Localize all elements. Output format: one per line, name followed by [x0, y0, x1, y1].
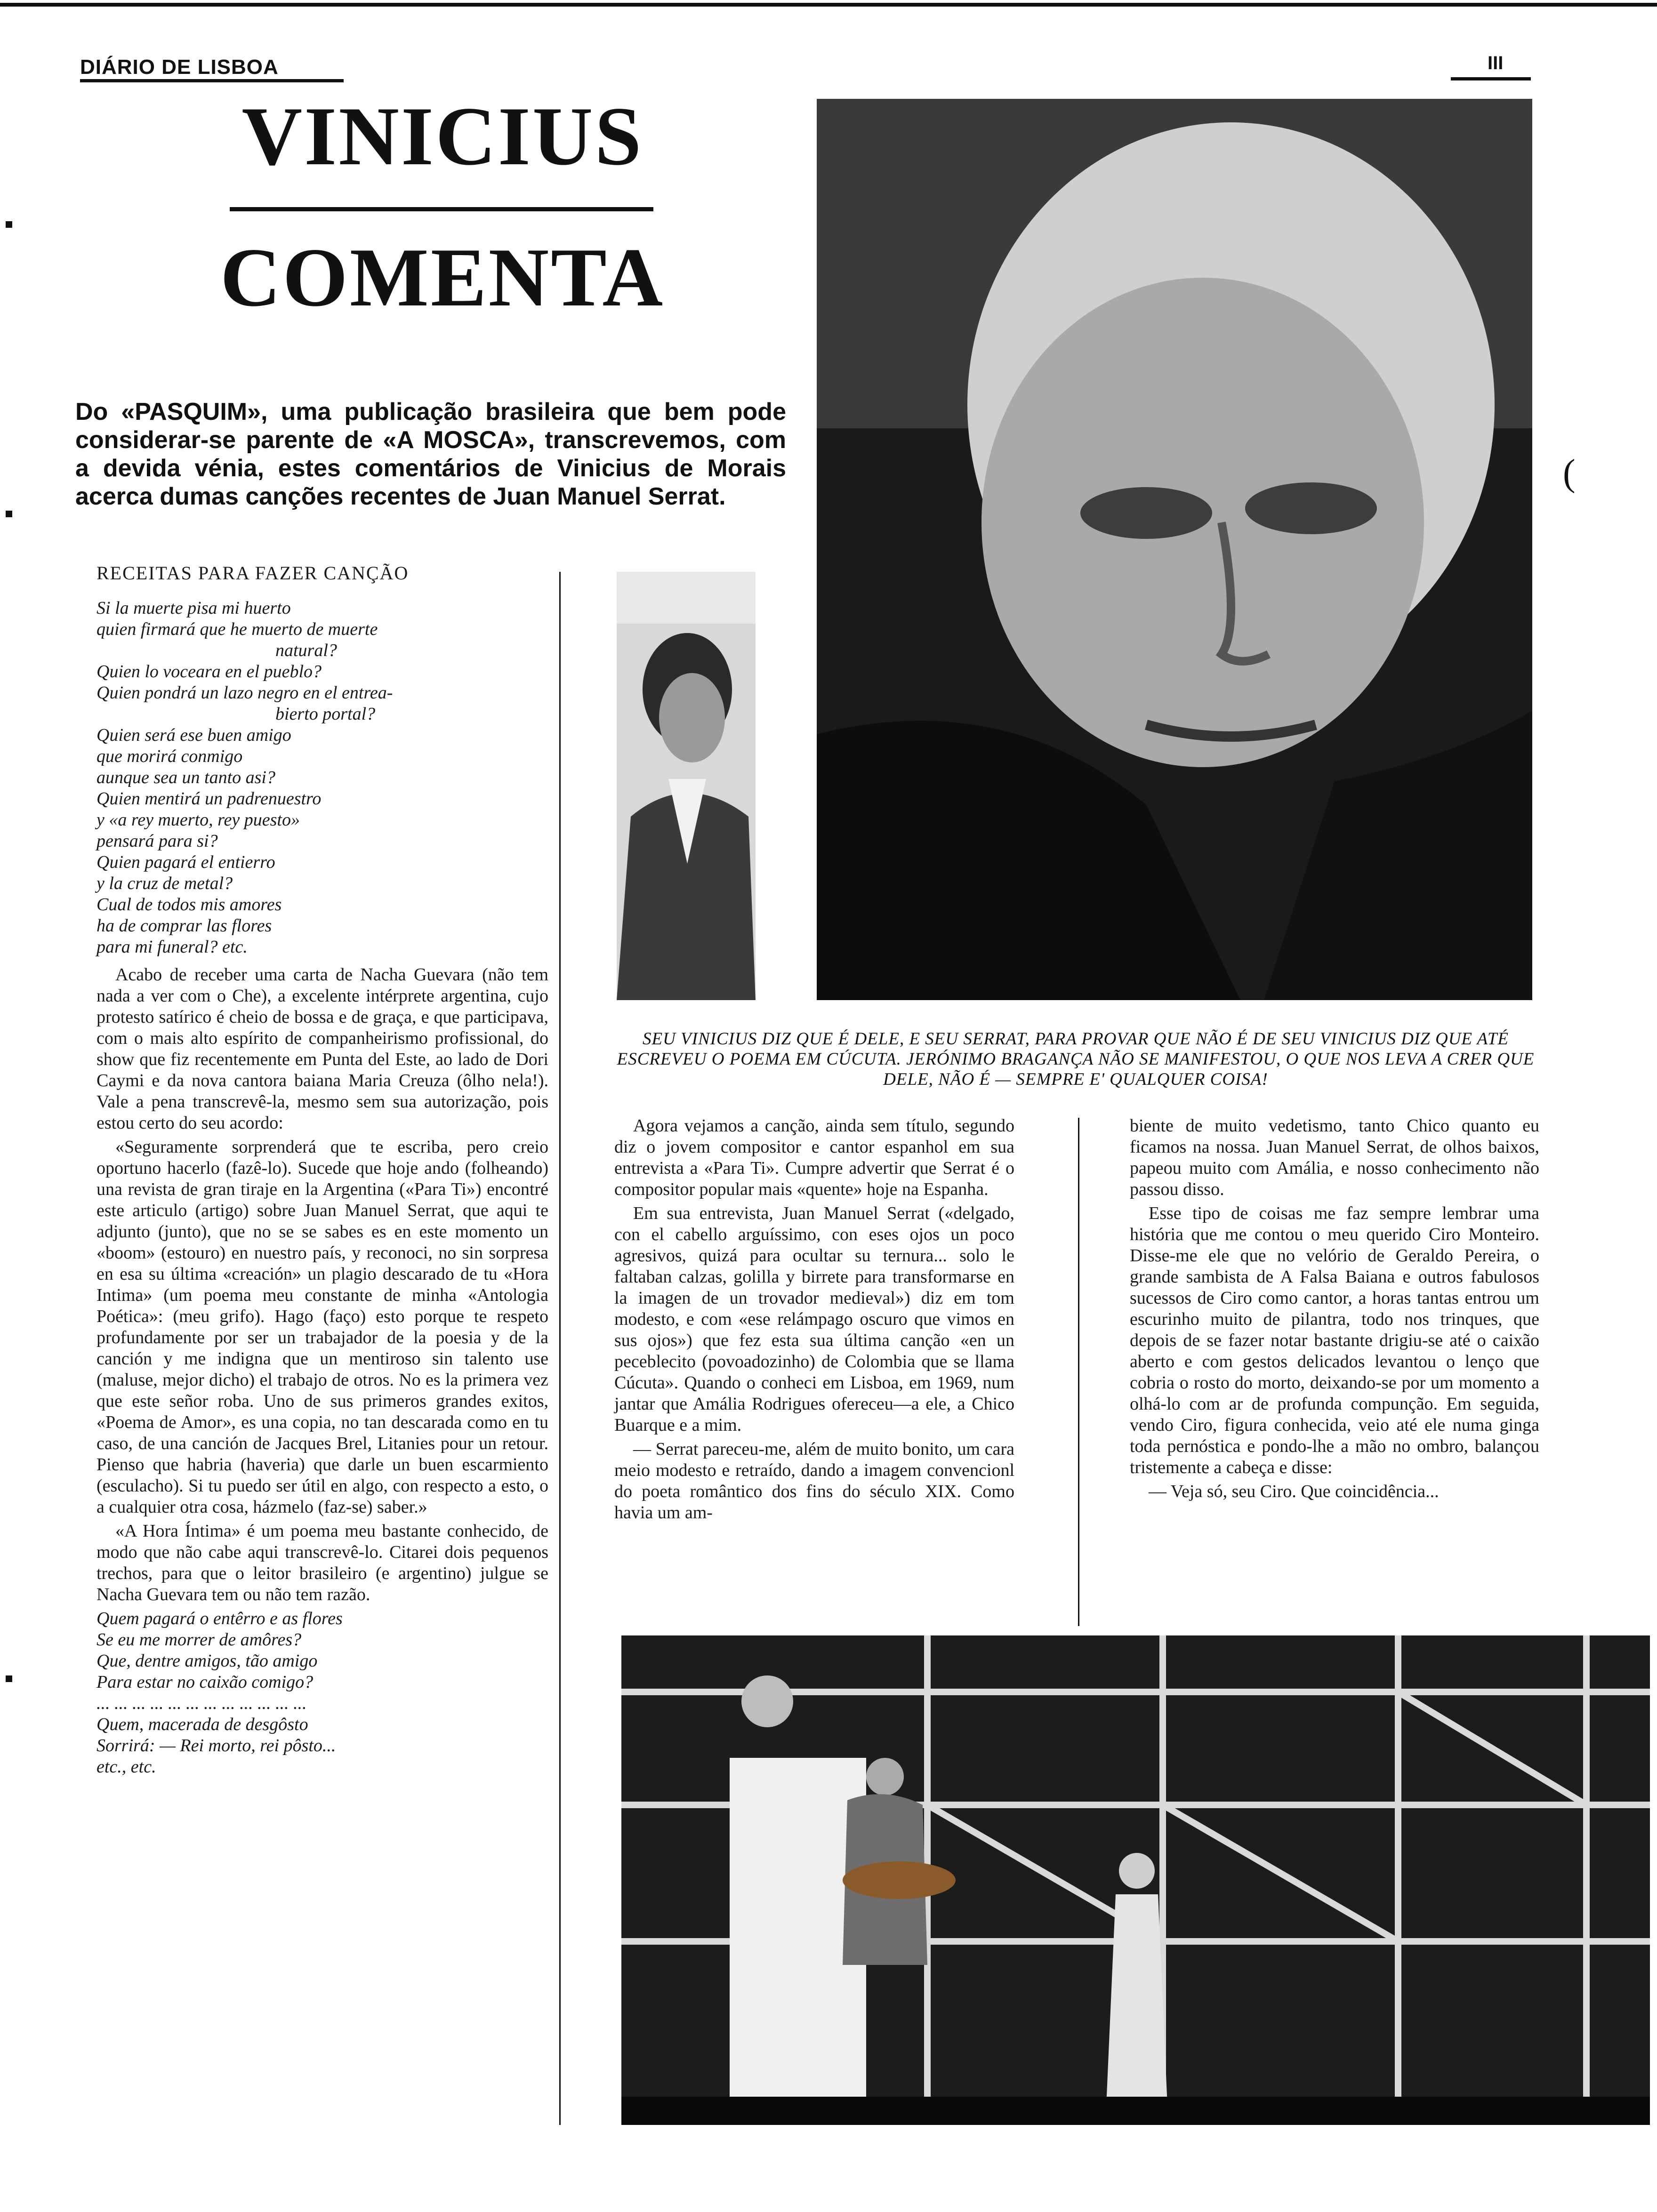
poem-line: natural? — [97, 641, 337, 660]
poem-line: para mi funeral? etc. — [97, 937, 248, 957]
headline-rule — [230, 207, 653, 211]
poem-line: Quem pagará o entêrro e as flores — [97, 1609, 343, 1628]
poem-line: Para estar no caixão comigo? — [97, 1672, 314, 1692]
paragraph-quoted-letter: «Seguramente sorprenderá que te escriba, pero creio oportuno hacerlo (fazê-lo). Sucede que hoje ando (folheando) una revista de gran tiraje en la Argentina («Para Ti») encontré este articulo (artigo) sobre Juan Manuel Serrat, que aqui te adjunto (junto), que no se se sabes es en este momento un «boom» (estouro) en nuestro país, y reconoci, no sin sorpresa en esa su última «creación» un plagio descarado de tu «Hora Intima» (um poema meu constante de minha «Antologia Poética»: (meu grifo). Hago (faço) esto porque te respeto profundamente por ser un trabajador de la poesia y de la canción y me indigna que un mentiroso sin talento use (maluse, mejor dicho) el trabajo de otros. No es la primera vez que este señor roba. Uno de sus primeros grandes exitos, «Poema de Amor», es una copia, no tan descarada como en tu caso, de una canción de Jacques Brel, Litanies pour un retour. Pienso que habria (haveria) que darle un buen escarmiento (esculacho). Si tu puedo ser útil en algo, con respecto a esto, o a cualquier otra cosa, házmelo (faz-se) saber.» — [97, 1137, 548, 1517]
section-heading: RECEITAS PARA FAZER CANÇÃO — [97, 562, 409, 584]
paragraph: biente de muito vedetismo, tanto Chico quanto eu ficamos na nossa. Juan Manuel Serrat, de olhos baixos, papeou muito com Amália, e nosso conhecimento não passou disso. — [1130, 1116, 1539, 1199]
article-column-2 — [614, 1115, 1014, 1526]
paragraph: Em sua entrevista, Juan Manuel Serrat («delgado, con el cabello arguíssimo, con eses ojos un poco agresivos, quizá para ocultar su ternura... solo le faltaban calzas, golilla y birrete para transformarse en la imagen de un trovador medieval») diz em tom modesto, e com «ese relámpago oscuro que vimos en sus ojos») que fez esta sua última canção «en un peceblecito (povoadozinho) de Colombia que se llama Cúcuta». Quando o conheci em Lisboa, em 1969, num jantar que Amália Rodrigues ofereceu—a ele, a Chico Buarque e a mim. — [614, 1203, 1014, 1435]
poem-line: ... ... ... ... ... ... ... ... ... ... ... ... — [97, 1693, 307, 1713]
paragraph: Agora vejamos a canção, ainda sem título, segundo diz o jovem compositor e cantor espanhol em sua entrevista a «Para Ti». Cumpre advertir que Serrat é o compositor popular mais «quente» hoje na Espanha. — [614, 1116, 1014, 1199]
poem-1 — [97, 598, 548, 958]
poem-line: Si la muerte pisa mi huerto — [97, 598, 291, 618]
stage-performance-photo — [621, 1635, 1650, 2125]
paragraph: «A Hora Íntima» é um poema meu bastante conhecido, de modo que não cabe aqui transcrevê-lo. Citarei dois pequenos trechos, para que o leitor brasileiro (e argentino) julgue se Nacha Guevara tem ou não tem razão. — [97, 1521, 548, 1604]
poem-line: Cual de todos mis amores — [97, 895, 282, 914]
poem-line: bierto portal? — [97, 704, 376, 724]
poem-line: aunque sea un tanto asi? — [97, 768, 275, 787]
column-divider — [559, 572, 561, 2125]
intro-paragraph: Do «PASQUIM», uma publicação brasileira que bem pode considerar-se parente de «A MOSCA», transcrevemos, com a devida vénia, estes comentários de Vinicius de Morais acerca dumas canções recentes de Juan Manuel Serrat. — [75, 398, 786, 510]
page-number: III — [1488, 53, 1504, 73]
poem-line: Que, dentre amigos, tão amigo — [97, 1651, 318, 1671]
poem-line: quien firmará que he muerto de muerte — [97, 619, 378, 639]
poem-line: Quien mentirá un padrenuestro — [97, 789, 322, 809]
article-column-3 — [1130, 1115, 1539, 1505]
poem-line: que morirá conmigo — [97, 746, 243, 766]
column-divider — [1078, 1118, 1079, 1626]
newspaper-name: DIÁRIO DE LISBOA — [80, 56, 279, 79]
edge-punch-mark — [6, 221, 12, 228]
page-number-rule — [1451, 77, 1531, 80]
edge-punch-mark — [6, 1675, 12, 1682]
photo-caption: SEU VINICIUS DIZ QUE É DELE, E SEU SERRAT, PARA PROVAR QUE NÃO É DE SEU VINICIUS DIZ QUE ATÉ ESCREVEU O POEMA EM CÚCUTA. JERÓNIMO BRAGANÇA NÃO SE MANIFESTOU, O QUE NOS LEVA A CRER QUE DELE, NÃO É — SEMPRE E' QUALQUER COISA! — [617, 1029, 1535, 1089]
headline-line-1: VINICIUS — [241, 89, 643, 183]
poem-line: ha de comprar las flores — [97, 916, 272, 936]
poem-line: Se eu me morrer de amôres? — [97, 1630, 302, 1650]
top-border — [0, 3, 1657, 7]
poem-line: pensará para si? — [97, 831, 218, 851]
poem-line: Quien pondrá un lazo negro en el entrea- — [97, 683, 393, 703]
paragraph: Acabo de receber uma carta de Nacha Guevara (não tem nada a ver com o Che), a excelente intérprete argentina, cujo protesto satírico é cheio de bossa e de graça, e que participava, com o mais alto espírito de companheirismo profissional, do show que fiz recentemente em Punta del Este, ao lado de Dori Caymi e da nova cantora baiana Maria Creuza (ôlho nela!). Vale a pena transcrevê-la, mesmo sem sua autorização, pois estou certo do seu acordo: — [97, 965, 548, 1133]
poem-line: y «a rey muerto, rey puesto» — [97, 810, 300, 830]
margin-bracket-mark: ( — [1563, 452, 1576, 494]
poem-line: y la cruz de metal? — [97, 874, 233, 893]
paragraph: — Serrat pareceu-me, além de muito bonito, um cara meio modesto e retraído, dando a imagem convencionl do poeta romântico dos fins do século XIX. Como havia um am- — [614, 1439, 1014, 1523]
poem-line: Quien lo voceara en el pueblo? — [97, 662, 322, 681]
poem-line: Quien será ese buen amigo — [97, 725, 291, 745]
poem-2 — [97, 1608, 548, 1778]
masthead-rule — [80, 79, 344, 82]
paragraph: — Veja só, seu Ciro. Que coincidência... — [1149, 1482, 1439, 1501]
edge-punch-mark — [6, 511, 12, 517]
paragraph: Esse tipo de coisas me faz sempre lembrar uma história que me contou o meu querido Ciro Monteiro. Disse-me ele que no velório de Geraldo Pereira, o grande sambista de A Falsa Baiana e outros fabulosos sucessos de Ciro como cantor, a horas tantas entrou um escurinho muito de pilantra, todo nos trinques, que depois de se fazer notar bastante drigiu-se até o caixão aberto e com gestos delicados levantou o lenço que cobria o rosto do morto, deixando-se por um momento a olhá-lo com ar de profunda compunção. Em seguida, vendo Ciro, figura conhecida, veio até ele numa ginga toda pernóstica e pondo-lhe a mão no ombro, balançou tristemente a cabeça e disse: — [1130, 1203, 1539, 1477]
article-column-1 — [97, 562, 548, 1784]
vinicius-portrait-photo — [817, 99, 1532, 1000]
poem-line: etc., etc. — [97, 1757, 156, 1777]
serrat-portrait-photo — [617, 572, 756, 1000]
poem-line: Quem, macerada de desgôsto — [97, 1715, 308, 1734]
headline-line-2: COMENTA — [220, 231, 665, 324]
poem-line: Quien pagará el entierro — [97, 852, 275, 872]
poem-line: Sorrirá: — Rei morto, rei pôsto... — [97, 1736, 336, 1755]
